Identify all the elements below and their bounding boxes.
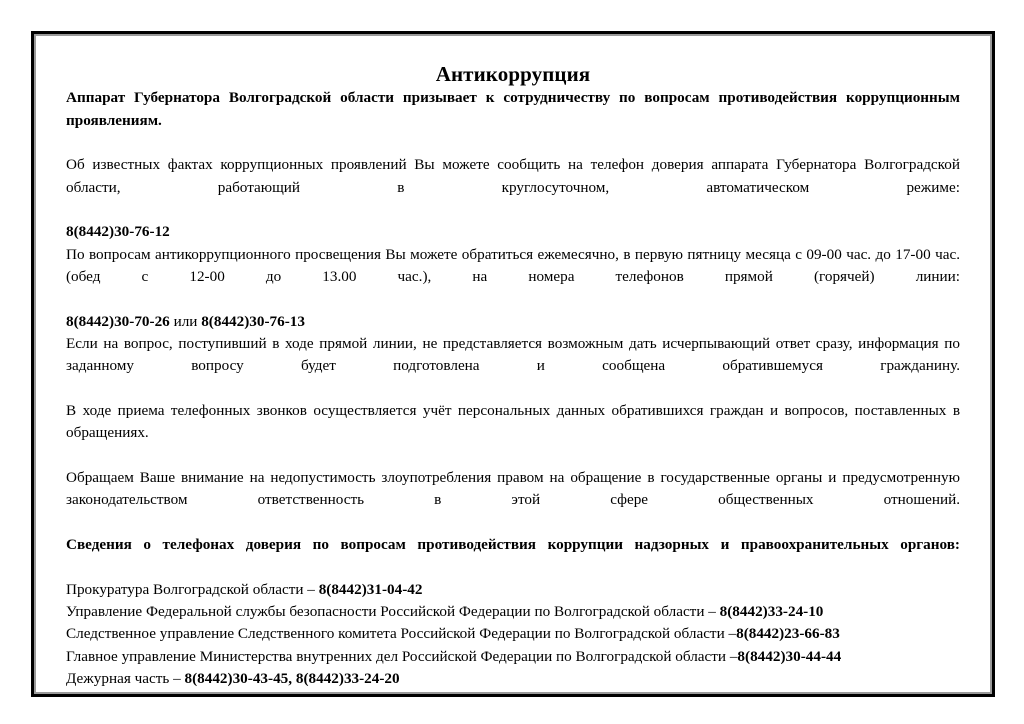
document-border-outer [31, 31, 995, 697]
paragraph-no-immediate-answer: Если на вопрос, поступивший в ходе прямой линии, не представляется возможным дать исчерпывающий ответ сразу, информация по заданному вопросу будет подготовлена и сообщена обратившемуся гражданину. [66, 334, 960, 375]
contact-phone: 8(8442)31-04-42 [318, 580, 423, 598]
paragraph-intro-bold: Аппарат Губернатора Волгоградской области призывает к сотрудничеству по вопросам противодействия коррупционным проявлениям. [66, 89, 960, 129]
hotline-direct-line-numbers [66, 311, 960, 333]
contact-separator: – [704, 603, 720, 621]
contact-phone: 8(8442)30-43-45, 8(8442)33-24-20 [184, 670, 400, 688]
contact-row-prokuratura [66, 579, 960, 601]
hotline-direct-second-number: 8(8442)30-76-13 [201, 312, 305, 330]
contact-separator: – [726, 647, 738, 665]
hotline-direct-conjunction: или [173, 312, 198, 330]
contact-organization: Управление Федеральной службы безопасности Российской Федерации по Волгоградской области [66, 603, 705, 621]
page-title: Антикоррупция [435, 62, 591, 86]
contacts-section-heading: Сведения о телефонах доверия по вопросам противодействия коррупции надзорных и правоохранительных органов: [66, 536, 960, 554]
document-body [66, 48, 960, 688]
contact-organization: Прокуратура Волгоградской области [66, 580, 304, 598]
paragraph-education: По вопросам антикоррупционного просвещения Вы можете обратиться ежемесячно, в первую пятницу месяца с 09-00 час. до 17-00 час. (обед с 12-00 до 13.00 час.), на номера телефонов прямой (горячей) линии: [66, 245, 960, 285]
contact-phone: 8(8442)33-24-10 [719, 603, 824, 621]
paragraph-personal-data: В ходе приема телефонных звонков осуществляется учёт персональных данных обратившихся граждан и вопросов, поставленных в обращениях. [66, 402, 960, 442]
paragraph-abuse-notice: Обращаем Ваше внимание на недопустимость злоупотребления правом на обращение в государственные органы и предусмотренную законодательством ответственность в этой сфере общественных отношений. [66, 469, 960, 509]
contact-organization: Главное управление Министерства внутренних дел Российской Федерации по Волгоградской области [66, 647, 727, 665]
contact-separator: – [169, 670, 185, 688]
contact-separator: – [724, 625, 737, 643]
contact-phone: 8(8442)23-66-83 [736, 625, 840, 643]
hotline-direct-first-number: 8(8442)30-70-26 [66, 312, 170, 330]
document-border-inner [34, 34, 992, 694]
contact-row-fsb [66, 601, 960, 623]
contact-organization: Дежурная часть [66, 670, 170, 688]
hotline-main-number: 8(8442)30-76-12 [66, 223, 170, 241]
contact-separator: – [303, 580, 319, 598]
contact-row-guvd [66, 646, 960, 668]
contact-phone: 8(8442)30-44-44 [737, 647, 842, 665]
contact-row-sledstvennoe-upravlenie [66, 623, 960, 645]
contact-organization: Следственное управление Следственного комитета Российской Федерации по Волгоградской области [66, 625, 725, 643]
paragraph-known-facts: Об известных фактах коррупционных проявлений Вы можете сообщить на телефон доверия аппарата Губернатора Волгоградской области, работающий в круглосуточном, автоматическом режиме: [66, 156, 960, 196]
contact-row-dezhurnaya-chast [66, 668, 960, 690]
